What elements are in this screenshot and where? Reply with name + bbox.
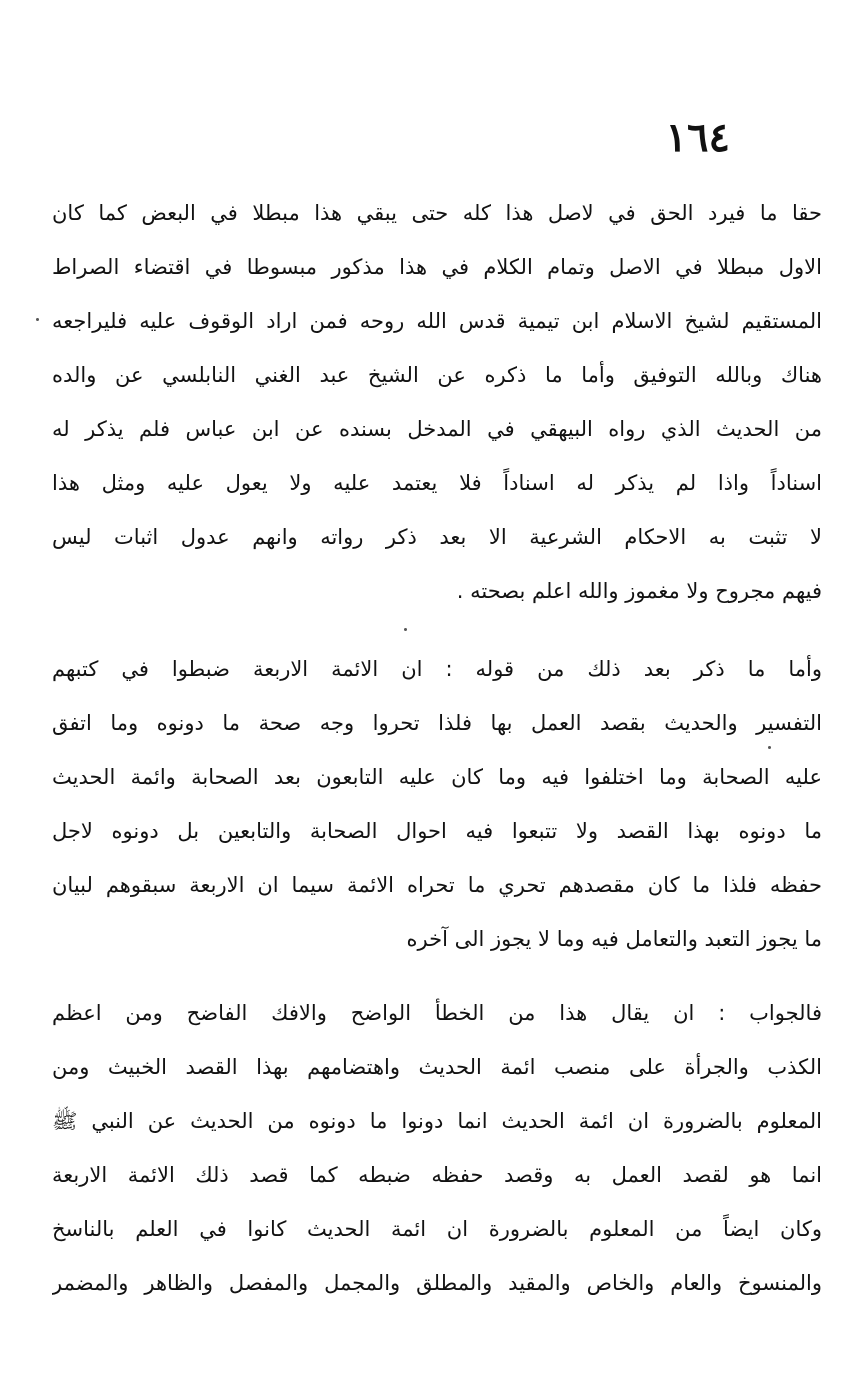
text-line: وأما ما ذكر بعد ذلك من قوله : ان الائمة الاربعة ضبطوا في كتبهم bbox=[52, 657, 822, 681]
text-line: ما دونوه بهذا القصد ولا تتبعوا فيه احوال الصحابة والتابعين بل دونوه لاجل bbox=[52, 819, 822, 843]
text-line: التفسير والحديث بقصد العمل بها فلذا تحروا وجه صحة ما دونوه وما اتفق bbox=[52, 711, 822, 735]
text-line: حقا ما فيرد الحق في لاصل هذا كله حتى يبقي هذا مبطلا في البعض كما كان bbox=[52, 201, 822, 225]
text-line: ما يجوز التعبد والتعامل فيه وما لا يجوز الى آخره bbox=[406, 927, 822, 951]
text-line: من الحديث الذي رواه البيهقي في المدخل بسنده عن ابن عباس فلم يذكر له bbox=[52, 417, 822, 441]
text-line: اسناداً واذا لم يذكر له اسناداً فلا يعتمد عليه ولا يعول عليه ومثل هذا bbox=[52, 471, 822, 495]
paragraph-1 bbox=[52, 186, 822, 618]
paragraph-2 bbox=[52, 642, 822, 966]
page-number: ١٦٤ bbox=[665, 114, 730, 161]
paragraph-3 bbox=[52, 986, 822, 1310]
text-line: لا تثبت به الاحكام الشرعية الا بعد ذكر رواته وانهم عدول اثبات ليس bbox=[52, 525, 822, 549]
scan-speck bbox=[36, 318, 39, 321]
text-line: حفظه فلذا ما كان مقصدهم تحري ما تحراه الائمة سيما ان الاربعة سبقوهم لبيان bbox=[52, 873, 822, 897]
text-line: فيهم مجروح ولا مغموز والله اعلم بصحته . bbox=[456, 579, 822, 603]
text-line: المستقيم لشيخ الاسلام ابن تيمية قدس الله روحه فمن اراد الوقوف عليه فليراجعه bbox=[52, 309, 822, 333]
scan-speck bbox=[404, 628, 407, 631]
text-line: وكان ايضاً من المعلوم بالضرورة ان ائمة الحديث كانوا في العلم بالناسخ bbox=[52, 1217, 822, 1241]
text-line: عليه الصحابة وما اختلفوا فيه وما كان عليه التابعون بعد الصحابة وائمة الحديث bbox=[52, 765, 822, 789]
text-line: الاول مبطلا في الاصل وتمام الكلام في هذا مذكور مبسوطا في اقتضاء الصراط bbox=[52, 255, 822, 279]
text-line: انما هو لقصد العمل به وقصد حفظه ضبطه كما قصد ذلك الائمة الاربعة bbox=[52, 1163, 822, 1187]
text-line: هناك وبالله التوفيق وأما ما ذكره عن الشيخ عبد الغني النابلسي عن والده bbox=[52, 363, 822, 387]
text-line: المعلوم بالضرورة ان ائمة الحديث انما دونوا ما دونوه من الحديث عن النبي ﷺ bbox=[52, 1109, 822, 1133]
text-line: الكذب والجرأة على منصب ائمة الحديث واهتضامهم بهذا القصد الخبيث ومن bbox=[52, 1055, 822, 1079]
scan-speck bbox=[768, 746, 771, 749]
text-line: والمنسوخ والعام والخاص والمقيد والمطلق والمجمل والمفصل والظاهر والمضمر bbox=[52, 1271, 822, 1295]
text-line: فالجواب : ان يقال هذا من الخطأ الواضح والافك الفاضح ومن اعظم bbox=[52, 1001, 822, 1025]
